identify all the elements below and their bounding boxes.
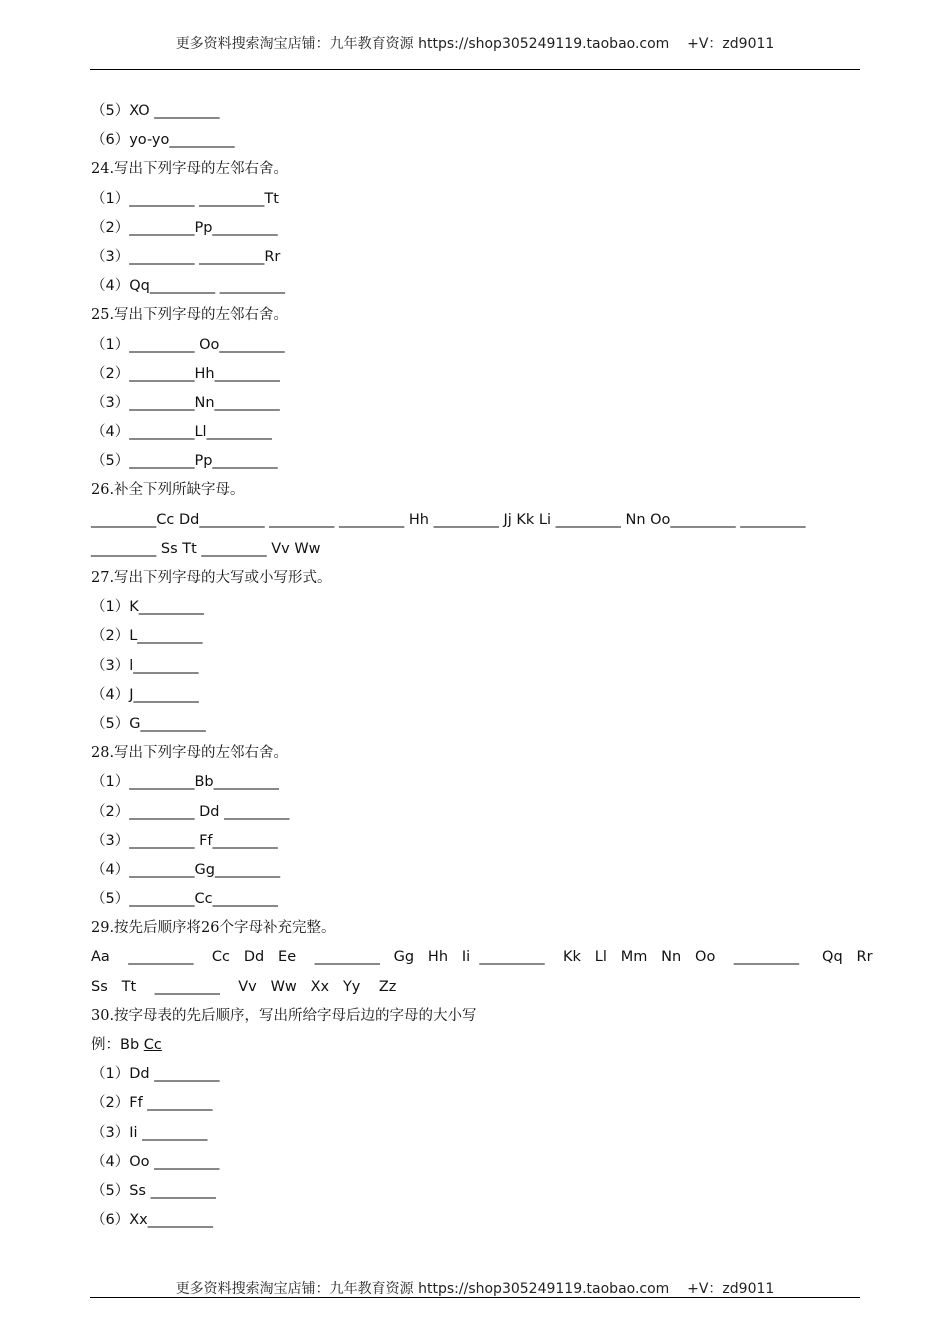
line-text: （2）Ff _________ xyxy=(91,1095,213,1112)
answer-line xyxy=(91,447,861,476)
answer-line xyxy=(91,652,861,681)
line-text: （4）J_________ xyxy=(91,686,199,703)
line-text: （2）_________Hh_________ xyxy=(91,365,280,382)
line-text: （3）Ii _________ xyxy=(91,1124,208,1141)
answer-line xyxy=(91,418,861,447)
line-text: （1）K_________ xyxy=(91,599,204,616)
line-text: （4）Qq_________ _________ xyxy=(91,278,285,295)
answer-line xyxy=(91,1206,861,1235)
line-text: （2）L_________ xyxy=(91,628,203,645)
page-footer: 更多资料搜索淘宝店铺：九年教育资源 https://shop305249119.taobao.com +V：zd9011 xyxy=(175,1281,775,1297)
answer-line xyxy=(91,710,861,739)
answer-line xyxy=(91,973,861,1002)
answer-line xyxy=(91,798,861,827)
answer-line xyxy=(91,1031,861,1060)
question-heading xyxy=(91,564,861,593)
question-heading xyxy=(91,301,861,330)
question-heading xyxy=(91,155,861,184)
line-text: 28.写出下列字母的左邻右舍。 xyxy=(91,745,289,762)
worksheet-body xyxy=(91,97,873,1235)
line-text: （4）_________Ll_________ xyxy=(91,424,272,441)
line-text: 25.写出下列字母的左邻右舍。 xyxy=(91,307,289,324)
line-text: （4）Oo _________ xyxy=(91,1153,220,1170)
line-text: （2）_________Pp_________ xyxy=(91,219,278,236)
line-text: （1）_________ Oo_________ xyxy=(91,336,285,353)
header-divider xyxy=(90,69,860,70)
line-text: （6）yo-yo_________ xyxy=(91,132,235,149)
answer-line xyxy=(91,535,861,564)
answer-line xyxy=(91,593,861,622)
answer-line xyxy=(91,506,861,535)
answer-line xyxy=(91,185,861,214)
line-text: （5）_________Pp_________ xyxy=(91,453,278,470)
line-text: Ss Tt _________ Vv Ww Xx Yy Zz xyxy=(91,978,397,995)
line-text: _________Cc Dd_________ _________ _________ Hh _________ Jj Kk Li _________ Nn Oo_________ _________ xyxy=(91,511,806,528)
question-heading xyxy=(91,914,861,943)
footer-divider xyxy=(90,1297,860,1298)
answer-line xyxy=(91,214,861,243)
line-text: （5）_________Cc_________ xyxy=(91,891,278,908)
page-header: 更多资料搜索淘宝店铺：九年教育资源 https://shop305249119.taobao.com +V：zd9011 xyxy=(175,36,775,52)
line-text: Aa _________ Cc Dd Ee _________ Gg Hh Ii _________ Kk Ll Mm Nn Oo _________ Qq Rr xyxy=(91,949,873,966)
line-text: （5）Ss _________ xyxy=(91,1182,216,1199)
answer-line xyxy=(91,943,873,972)
line-text: （5）G_________ xyxy=(91,715,206,732)
answer-line xyxy=(91,1089,861,1118)
answer-line xyxy=(91,360,861,389)
answer-line xyxy=(91,768,861,797)
answer-line xyxy=(91,272,861,301)
answer-line xyxy=(91,1177,861,1206)
line-text: 27.写出下列字母的大写或小写形式。 xyxy=(91,570,332,586)
answer-line xyxy=(91,97,861,126)
line-text: （5）XO _________ xyxy=(91,103,220,119)
line-text: （4）_________Gg_________ xyxy=(91,861,281,878)
line-text: （1）_________Bb_________ xyxy=(91,774,279,791)
line-text: 例：Bb xyxy=(91,1037,144,1053)
line-text: 24.写出下列字母的左邻右舍。 xyxy=(91,161,289,178)
line-text: （1）Dd _________ xyxy=(91,1066,220,1083)
answer-line xyxy=(91,389,861,418)
answer-line xyxy=(91,331,861,360)
answer-line xyxy=(91,1148,861,1177)
answer-line xyxy=(91,243,861,272)
answer-line xyxy=(91,1119,861,1148)
line-text: _________ Ss Tt _________ Vv Ww xyxy=(91,540,321,557)
line-text: （2）_________ Dd _________ xyxy=(91,803,290,820)
line-text: （3）_________Nn_________ xyxy=(91,394,280,411)
answer-line xyxy=(91,126,861,155)
question-heading xyxy=(91,476,861,505)
answer-line xyxy=(91,681,861,710)
question-heading xyxy=(91,1002,861,1031)
question-heading xyxy=(91,739,861,768)
answer-line xyxy=(91,622,861,651)
line-text: 29.按先后顺序将26个字母补充完整。 xyxy=(91,920,336,937)
line-text: 26.补全下列所缺字母。 xyxy=(91,482,245,499)
answer-line xyxy=(91,827,861,856)
line-text: 30.按字母表的先后顺序，写出所给字母后边的字母的大小写 xyxy=(91,1007,477,1024)
line-text: （3）_________ Ff_________ xyxy=(91,832,278,849)
answer-line xyxy=(91,1060,861,1089)
line-text: （6）Xx_________ xyxy=(91,1212,213,1229)
line-text: （1）_________ _________Tt xyxy=(91,190,279,207)
answer-line xyxy=(91,856,861,885)
line-text: （3）l_________ xyxy=(91,657,199,674)
example-answer: Cc xyxy=(143,1037,162,1053)
line-text: （3）_________ _________Rr xyxy=(91,248,281,265)
answer-line xyxy=(91,885,861,914)
